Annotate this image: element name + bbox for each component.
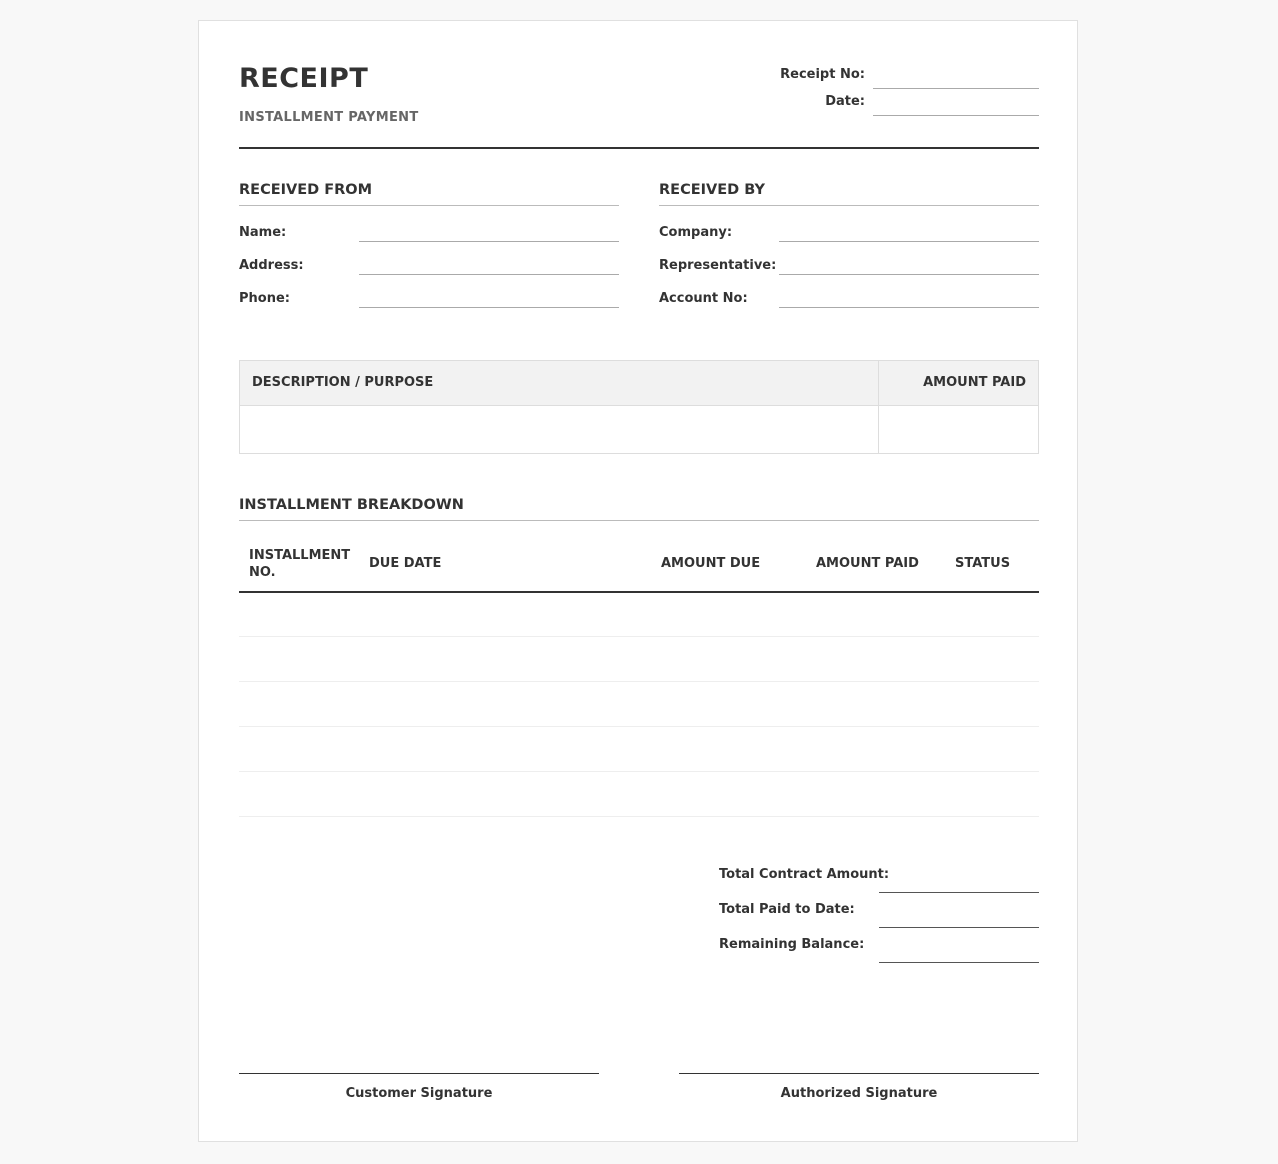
received-by-title: RECEIVED BY [659, 182, 765, 198]
page-title: RECEIPT [239, 63, 369, 94]
table-row[interactable] [239, 727, 1039, 772]
amount-paid-header: AMOUNT PAID [923, 375, 1026, 390]
breakdown-amount-paid-header: AMOUNT PAID [816, 556, 919, 571]
table-row[interactable] [239, 637, 1039, 682]
table-row[interactable] [239, 592, 1039, 637]
breakdown-title: INSTALLMENT BREAKDOWN [239, 497, 464, 513]
account-no-label: Account No: [659, 291, 748, 306]
header-divider [239, 147, 1039, 149]
page-subtitle: INSTALLMENT PAYMENT [239, 110, 419, 125]
received-from-rule [239, 205, 619, 206]
total-contract-amount-label: Total Contract Amount: [719, 867, 890, 882]
phone-label: Phone: [239, 291, 290, 306]
total-paid-to-date-label: Total Paid to Date: [719, 902, 855, 917]
total-contract-amount-field[interactable] [879, 892, 1039, 893]
table-row[interactable] [239, 772, 1039, 817]
date-label: Date: [825, 94, 865, 109]
payment-table [239, 360, 1039, 454]
company-label: Company: [659, 225, 733, 240]
breakdown-rule [239, 520, 1039, 521]
receipt-no-field[interactable] [873, 88, 1039, 89]
representative-field[interactable] [779, 274, 1039, 275]
account-no-field[interactable] [779, 307, 1039, 308]
receipt-page [198, 20, 1078, 1142]
amount-paid-cell[interactable] [879, 406, 1038, 453]
name-field[interactable] [359, 241, 619, 242]
description-header: DESCRIPTION / PURPOSE [252, 375, 434, 390]
status-header: STATUS [955, 556, 1011, 571]
receipt-no-label: Receipt No: [780, 67, 865, 82]
name-label: Name: [239, 225, 287, 240]
representative-label: Representative: [659, 258, 777, 273]
remaining-balance-label: Remaining Balance: [719, 937, 865, 952]
phone-field[interactable] [359, 307, 619, 308]
address-label: Address: [239, 258, 304, 273]
breakdown-table-header [239, 543, 1039, 593]
authorized-signature-line[interactable] [679, 1073, 1039, 1074]
authorized-signature-label: Authorized Signature [780, 1086, 938, 1101]
table-row[interactable] [239, 682, 1039, 727]
remaining-balance-field[interactable] [879, 962, 1039, 963]
total-paid-to-date-field[interactable] [879, 927, 1039, 928]
received-by-rule [659, 205, 1039, 206]
customer-signature-line[interactable] [239, 1073, 599, 1074]
company-field[interactable] [779, 241, 1039, 242]
installment-no-header: INSTALLMENT NO. [249, 548, 351, 580]
description-cell[interactable] [240, 406, 878, 453]
customer-signature-label: Customer Signature [345, 1086, 493, 1101]
received-from-title: RECEIVED FROM [239, 182, 373, 198]
address-field[interactable] [359, 274, 619, 275]
due-date-header: DUE DATE [369, 556, 442, 571]
date-field[interactable] [873, 115, 1039, 116]
amount-due-header: AMOUNT DUE [661, 556, 761, 571]
